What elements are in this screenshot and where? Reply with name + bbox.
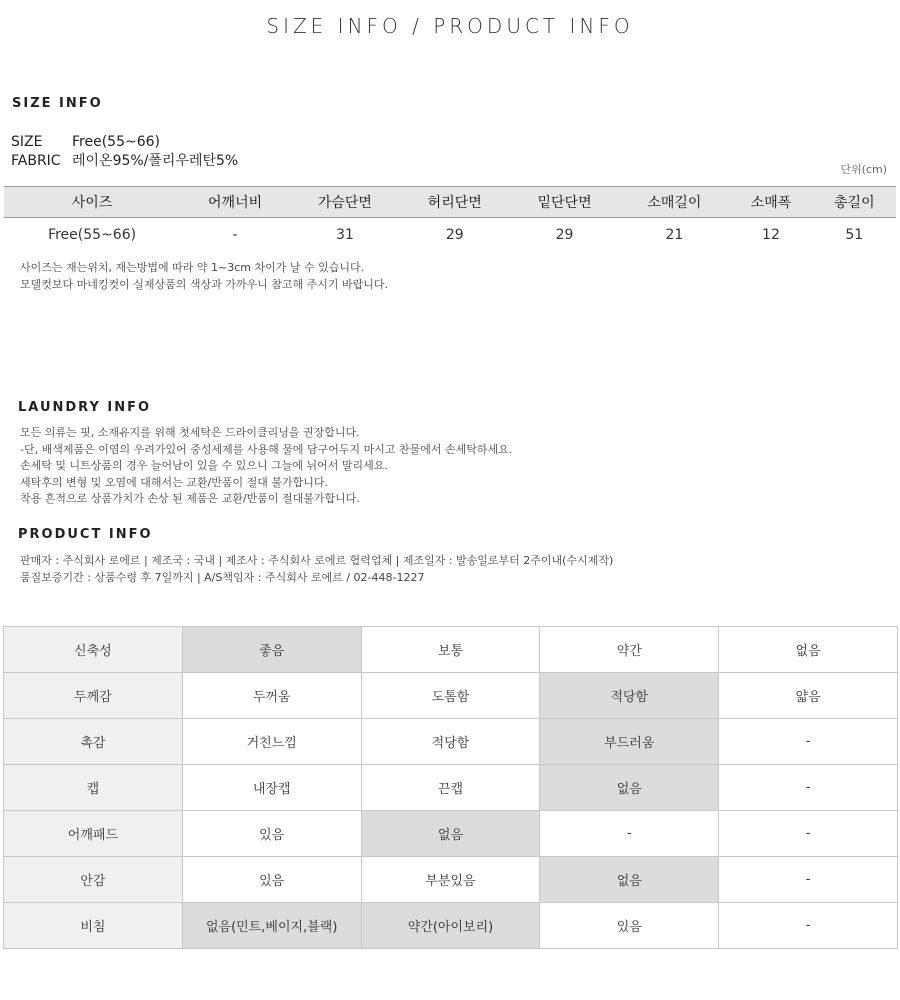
property-option: - (719, 857, 898, 903)
laundry-line: 착용 흔적으로 상품가치가 손상 된 제품은 교환/반품이 절대불가합니다. (20, 492, 360, 505)
property-option: 얇음 (719, 673, 898, 719)
table-row (4, 903, 898, 949)
page-title: SIZE INFO / PRODUCT INFO (266, 14, 634, 38)
size-table-header: 어깨너비 (180, 187, 290, 218)
spec-size-row (11, 134, 160, 150)
product-line: 판매자 : 주식회사 로에르 | 제조국 : 국내 | 제조사 : 주식회사 로에르 협력업체 | 제조일자 : 발송일로부터 2주이내(수시제작) (20, 554, 614, 567)
property-option: - (719, 719, 898, 765)
size-table-cell: - (232, 226, 238, 243)
laundry-info-heading: LAUNDRY INFO (18, 400, 152, 415)
size-info-heading: SIZE INFO (12, 96, 103, 111)
property-label: 안감 (4, 857, 183, 903)
property-option: 약간(아이보리) (361, 903, 540, 949)
spec-fabric-key: FABRIC (11, 153, 61, 169)
property-option: - (540, 811, 719, 857)
property-label: 비침 (4, 903, 183, 949)
spec-size-value: Free(55~66) (72, 134, 160, 150)
property-option: 보통 (361, 627, 540, 673)
property-option: 없음 (361, 811, 540, 857)
property-option: 없음 (540, 857, 719, 903)
property-option: - (719, 765, 898, 811)
property-option: 없음(민트,베이지,블랙) (182, 903, 361, 949)
laundry-line: 손세탁 및 니트상품의 경우 늘어남이 있을 수 있으니 그늘에 뉘어서 말리세요. (20, 459, 388, 472)
table-row (4, 811, 898, 857)
size-table-cell: 29 (555, 226, 574, 243)
product-notes (20, 553, 613, 586)
size-table-header: 가슴단면 (290, 187, 400, 218)
spec-fabric-row (11, 150, 238, 170)
property-option: 좋음 (182, 627, 361, 673)
laundry-notes (20, 425, 512, 508)
size-table-cell: 31 (335, 226, 354, 243)
property-option: 적당함 (540, 673, 719, 719)
spec-size-key: SIZE (11, 134, 43, 150)
laundry-line: 모든 의류는 핏, 소재유지를 위해 첫세탁은 드라이클리닝을 권장합니다. (20, 426, 360, 439)
property-label: 두께감 (4, 673, 183, 719)
size-note-line: 사이즈는 재는위치, 재는방법에 따라 약 1~3cm 차이가 날 수 있습니다. (20, 261, 365, 274)
property-option: 없음 (719, 627, 898, 673)
property-option: - (719, 903, 898, 949)
size-table-header: 허리단면 (400, 187, 510, 218)
size-table-cell: 29 (445, 226, 464, 243)
table-row (4, 218, 896, 252)
unit-note: 단위(cm) (840, 163, 887, 176)
property-option: 끈캡 (361, 765, 540, 811)
property-option: 있음 (182, 811, 361, 857)
product-info-heading: PRODUCT INFO (18, 527, 153, 542)
property-option: 두꺼움 (182, 673, 361, 719)
size-table-header: 소매폭 (729, 187, 812, 218)
laundry-line: 세탁후의 변형 및 오염에 대해서는 교환/반품이 절대 불가합니다. (20, 475, 328, 489)
property-option: - (719, 811, 898, 857)
property-label: 캡 (4, 765, 183, 811)
table-row (4, 857, 898, 903)
property-label: 촉감 (4, 719, 183, 765)
size-table-header: 총길이 (813, 187, 896, 218)
size-table-cell: 51 (845, 226, 864, 243)
property-option: 부드러움 (540, 719, 719, 765)
size-note-line: 모델컷보다 마네킹컷이 실제상품의 색상과 가까우니 참고해 주시기 바랍니다. (20, 277, 389, 291)
size-table-header: 소매길이 (619, 187, 729, 218)
size-table-header: 사이즈 (4, 187, 180, 218)
size-table (4, 186, 896, 251)
laundry-line: -단, 배색제품은 이염의 우려가있어 중성세제를 사용해 물에 담구어두지 마시고 찬물에서 손세탁하세요. (20, 442, 513, 456)
property-option: 부분있음 (361, 857, 540, 903)
property-option: 거친느낌 (182, 719, 361, 765)
size-table-header-row (4, 187, 896, 218)
property-option: 없음 (540, 765, 719, 811)
size-table-cell: Free(55~66) (48, 226, 137, 243)
size-table-header: 밑단단면 (510, 187, 620, 218)
property-option: 도톰함 (361, 673, 540, 719)
property-option: 내장캡 (182, 765, 361, 811)
property-label: 신축성 (4, 627, 183, 673)
size-table-cell: 12 (762, 226, 780, 243)
size-notes (20, 260, 388, 293)
table-row (4, 627, 898, 673)
table-row (4, 719, 898, 765)
property-option: 있음 (182, 857, 361, 903)
product-line: 품질보증기간 : 상품수령 후 7일까지 | A/S책임자 : 주식회사 로에르 / 02-448-1227 (20, 570, 425, 584)
property-option: 있음 (540, 903, 719, 949)
property-table (3, 626, 898, 949)
table-row (4, 673, 898, 719)
property-option: 약간 (540, 627, 719, 673)
size-table-cell: 21 (665, 226, 684, 243)
spec-fabric-value: 레이온95%/폴리우레탄5% (72, 153, 239, 169)
table-row (4, 765, 898, 811)
property-option: 적당함 (361, 719, 540, 765)
property-label: 어깨패드 (4, 811, 183, 857)
